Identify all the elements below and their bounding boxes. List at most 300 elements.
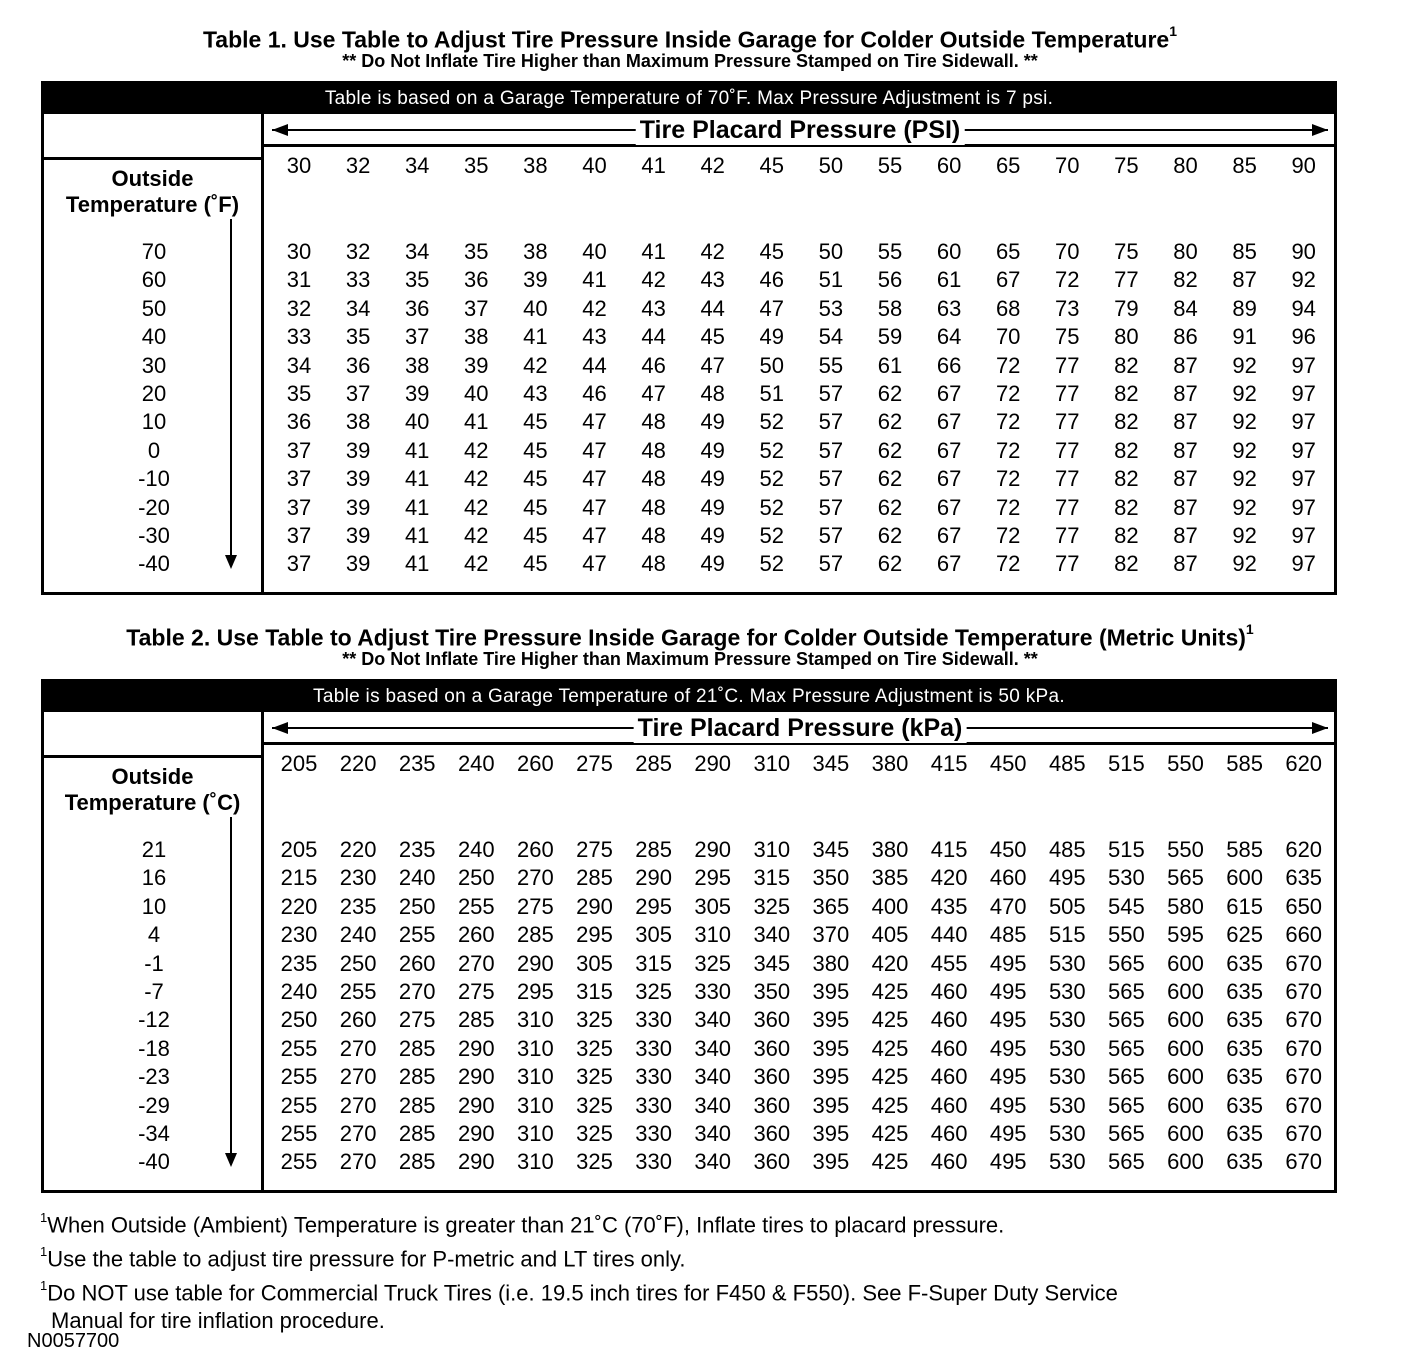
table-cell: 260 [398,950,436,976]
table-cell: 495 [989,1007,1027,1033]
row-temperature: -7 [144,979,164,1004]
table-cell: 33 [345,267,371,293]
table-cell: 34 [404,239,430,264]
table-cell: 255 [280,1092,318,1118]
table-cell: 57 [818,494,844,520]
table-cell: 620 [1285,837,1323,862]
table-cell: 415 [930,837,968,862]
table-cell: 380 [871,837,909,862]
table-cell: 47 [582,466,607,492]
table-cell: 33 [286,324,312,350]
table-cell: 460 [989,865,1027,891]
table-cell: 670 [1285,950,1323,976]
table-cell: 30 [286,239,312,264]
table-cell: 43 [582,324,607,350]
table-cell: 600 [1167,1035,1204,1061]
table-cell: 40 [464,381,489,406]
table1 [41,81,1337,595]
table-cell: 91 [1232,324,1257,350]
table-cell: 66 [936,352,962,378]
arrow-right-icon [1312,124,1328,136]
column-header: 235 [398,751,436,776]
table-cell: 290 [694,837,732,862]
table-cell: 215 [280,865,318,891]
column-header: 550 [1167,751,1204,776]
table-cell: 42 [464,523,489,548]
table-cell: 42 [700,239,725,264]
table-cell: 75 [1055,324,1080,350]
row-temperature: -30 [138,523,170,548]
table-cell: 255 [398,922,436,948]
table-cell: 55 [877,239,903,264]
table-cell: 87 [1232,267,1257,293]
table-cell: 565 [1167,865,1204,891]
table-cell: 600 [1167,1092,1204,1118]
column-header: 30 [286,153,312,178]
table-cell: 57 [818,523,844,548]
column-header: 415 [930,751,968,776]
column-header: 450 [989,751,1027,776]
table-cell: 255 [339,979,377,1004]
table-cell: 340 [694,1035,732,1061]
table-cell: 670 [1285,1092,1323,1118]
table-cell: 405 [871,922,909,948]
table-cell: 37 [286,494,312,520]
table-cell: 37 [404,324,430,350]
table-cell: 34 [345,295,371,321]
table-cell: 48 [641,466,666,492]
table-cell: 565 [1108,1121,1145,1146]
table-cell: 290 [457,1035,495,1061]
table-cell: 45 [523,494,548,520]
table-cell: 495 [989,1092,1027,1118]
table-cell: 460 [930,1007,968,1033]
table-cell: 325 [576,1035,613,1061]
table-cell: 530 [1048,950,1086,976]
table-cell: 270 [339,1035,377,1061]
table-cell: 660 [1285,922,1323,948]
footnote: $^1$When Outside (Ambient) Temperature is greater than 21˚C (70˚F), Inflate tires to placard pressure. [40,1210,1005,1238]
table-cell: 47 [759,295,785,321]
column-header: 205 [280,751,318,776]
table-cell: 45 [523,523,548,548]
table-cell: 67 [936,523,962,548]
table-cell: 600 [1167,1149,1204,1175]
table-cell: 290 [635,865,672,891]
table-cell: 87 [1173,437,1198,463]
table-cell: 370 [812,922,850,948]
table-cell: 37 [345,381,371,406]
table-cell: 41 [404,466,430,492]
table-cell: 360 [753,1064,791,1090]
table-cell: 45 [759,239,785,264]
table-cell: 295 [517,979,554,1004]
table-cell: 67 [936,409,962,435]
table-cell: 545 [1108,893,1145,919]
table-cell: 425 [871,979,909,1004]
table-cell: 290 [517,950,554,976]
table-cell: 440 [930,922,968,948]
table-cell: 530 [1048,1035,1086,1061]
table-cell: 230 [339,865,377,891]
table-cell: 56 [877,267,903,293]
table-cell: 97 [1291,523,1316,548]
table-cell: 305 [635,922,672,948]
table-cell: 330 [635,1035,672,1061]
table2-placard-label: Tire Placard Pressure (kPa) [634,713,967,743]
table-cell: 395 [812,1007,850,1033]
table1-subtitle: ** Do Not Inflate Tire Higher than Maximum Pressure Stamped on Tire Sidewall. ** [342,51,1038,71]
table-cell: 38 [345,409,371,435]
table-cell: 285 [517,922,554,948]
table-cell: 62 [877,523,903,548]
table-cell: 48 [700,381,725,406]
table-cell: 285 [398,1035,436,1061]
table-cell: 61 [936,267,962,293]
table-cell: 295 [635,893,672,919]
table-cell: 635 [1226,979,1263,1004]
row-temperature: 10 [141,893,167,919]
row-temperature: -12 [138,1007,170,1033]
table-cell: 290 [576,893,613,919]
table-cell: 530 [1048,1064,1086,1090]
table-cell: 565 [1108,950,1145,976]
table-cell: 360 [753,1149,791,1175]
row-temperature: 40 [141,324,167,350]
column-header: 50 [818,153,844,178]
row-temperature: -40 [138,551,170,577]
table-cell: 360 [753,1035,791,1061]
table-cell: 425 [871,1007,909,1033]
table-cell: 68 [995,295,1021,321]
row-temperature: -29 [138,1092,170,1118]
table-cell: 77 [1055,437,1080,463]
table-cell: 75 [1114,239,1139,264]
temp-arrow-line [230,219,232,555]
row-temperature: -18 [138,1035,170,1061]
table2 [41,679,1337,1193]
table-cell: 310 [517,1035,554,1061]
table-cell: 530 [1048,1121,1086,1146]
table-cell: 64 [936,324,962,350]
table-cell: 395 [812,1035,850,1061]
table-cell: 67 [936,494,962,520]
footnote-continuation: Manual for tire inflation procedure. [51,1308,385,1334]
table-cell: 290 [457,1092,495,1118]
table-cell: 595 [1167,922,1204,948]
table-cell: 635 [1285,865,1323,891]
table-cell: 62 [877,494,903,520]
table-cell: 97 [1291,437,1316,463]
table-cell: 49 [700,494,725,520]
table-cell: 250 [280,1007,318,1033]
table-cell: 77 [1114,267,1139,293]
table-cell: 435 [930,893,968,919]
table-cell: 51 [759,381,785,406]
table-cell: 255 [280,1149,318,1175]
table-cell: 47 [582,523,607,548]
table-cell: 97 [1291,551,1316,577]
table-cell: 36 [345,352,371,378]
table-cell: 31 [286,267,312,293]
table-cell: 220 [280,893,318,919]
table-cell: 34 [286,352,312,378]
table-cell: 47 [641,381,666,406]
table-cell: 41 [404,523,430,548]
table-cell: 495 [989,1035,1027,1061]
table-cell: 270 [339,1092,377,1118]
table-cell: 67 [995,267,1021,293]
row-temperature: -20 [138,494,170,520]
table-cell: 62 [877,466,903,492]
table-cell: 48 [641,551,666,577]
arrow-down-icon [225,1153,237,1167]
table-cell: 82 [1114,523,1139,548]
table-cell: 52 [759,523,785,548]
table-cell: 290 [457,1121,495,1146]
table-cell: 275 [457,979,495,1004]
table-cell: 48 [641,494,666,520]
table-cell: 395 [812,1149,850,1175]
column-header: 32 [345,153,371,178]
table-cell: 670 [1285,979,1323,1004]
table-cell: 600 [1167,1064,1204,1090]
table-cell: 47 [582,494,607,520]
table-cell: 550 [1108,922,1145,948]
table-cell: 455 [930,950,968,976]
table-cell: 47 [582,551,607,577]
table-cell: 62 [877,437,903,463]
table-cell: 50 [759,352,785,378]
table-cell: 51 [818,267,844,293]
table-cell: 285 [576,865,613,891]
table-cell: 92 [1232,409,1257,435]
table-cell: 600 [1226,865,1263,891]
table-cell: 325 [576,1121,613,1146]
table-cell: 44 [641,324,666,350]
table-cell: 515 [1048,922,1086,948]
table-cell: 43 [641,295,666,321]
table-cell: 70 [1055,239,1080,264]
table-cell: 395 [812,1064,850,1090]
table-cell: 425 [871,1064,909,1090]
column-header: 260 [517,751,554,776]
table-cell: 87 [1173,551,1198,577]
table-cell: 330 [635,1149,672,1175]
table-cell: 495 [989,1064,1027,1090]
table1-divider-left [44,157,264,160]
table-cell: 57 [818,551,844,577]
table-cell: 87 [1173,466,1198,492]
table-cell: 485 [989,922,1027,948]
table-cell: 340 [694,1092,732,1118]
table-cell: 315 [576,979,613,1004]
table-cell: 635 [1226,1035,1263,1061]
table-cell: 325 [576,1149,613,1175]
table-cell: 635 [1226,950,1263,976]
table-cell: 495 [989,1121,1027,1146]
table-cell: 87 [1173,352,1198,378]
table-cell: 80 [1173,239,1198,264]
table-cell: 325 [576,1064,613,1090]
table-cell: 285 [398,1064,436,1090]
table-cell: 425 [871,1149,909,1175]
row-temperature: -40 [138,1149,170,1175]
table-cell: 84 [1173,295,1198,321]
table-cell: 270 [339,1149,377,1175]
table-cell: 495 [1048,865,1086,891]
table-cell: 77 [1055,523,1080,548]
table-cell: 72 [1055,267,1080,293]
column-header: 41 [641,153,666,178]
table-cell: 38 [464,324,489,350]
table-cell: 36 [404,295,430,321]
table-cell: 41 [464,409,489,435]
table-cell: 77 [1055,466,1080,492]
table-cell: 85 [1232,239,1257,264]
arrow-down-icon [225,555,237,569]
table-cell: 42 [464,494,489,520]
table-cell: 35 [345,324,371,350]
column-header: 34 [404,153,430,178]
table-cell: 49 [700,409,725,435]
table-cell: 38 [404,352,430,378]
table-cell: 345 [812,837,850,862]
row-temperature: 0 [147,437,161,463]
table-cell: 59 [877,324,903,350]
table-cell: 42 [464,437,489,463]
table-cell: 53 [818,295,844,321]
table1-banner: Table is based on a Garage Temperature of 70˚F. Max Pressure Adjustment is 7 psi. [44,84,1334,114]
table-cell: 49 [700,523,725,548]
table-cell: 92 [1232,437,1257,463]
table2-divider-left [44,755,264,758]
table-cell: 35 [286,381,312,406]
table-cell: 65 [995,239,1021,264]
table-cell: 48 [641,437,666,463]
table-cell: 49 [700,466,725,492]
table-cell: 260 [457,922,495,948]
table-cell: 240 [339,922,377,948]
table-cell: 82 [1173,267,1198,293]
table-cell: 530 [1048,1149,1086,1175]
column-header: 85 [1232,153,1257,178]
table-cell: 52 [759,409,785,435]
table-cell: 70 [995,324,1021,350]
table-cell: 310 [694,922,732,948]
table-cell: 97 [1291,466,1316,492]
table-cell: 285 [398,1121,436,1146]
table-cell: 37 [464,295,489,321]
table-cell: 670 [1285,1149,1323,1175]
row-temperature: 20 [141,381,167,406]
table-cell: 325 [694,950,732,976]
table-cell: 270 [517,865,554,891]
table-cell: 72 [995,437,1021,463]
table-cell: 550 [1167,837,1204,862]
table-cell: 615 [1226,893,1263,919]
table-cell: 460 [930,1121,968,1146]
table-cell: 290 [457,1149,495,1175]
table-cell: 325 [635,979,672,1004]
figure-id: N0057700 [27,1330,120,1352]
table-cell: 350 [812,865,850,891]
table-cell: 92 [1232,352,1257,378]
row-temperature: 70 [141,239,167,264]
table-cell: 255 [280,1121,318,1146]
table-cell: 515 [1108,837,1145,862]
table-cell: 45 [523,466,548,492]
table-cell: 330 [635,1121,672,1146]
table-cell: 82 [1114,352,1139,378]
table-cell: 420 [871,950,909,976]
table-cell: 67 [936,466,962,492]
table-cell: 72 [995,352,1021,378]
column-header: 345 [812,751,850,776]
column-header: 310 [753,751,791,776]
table-cell: 255 [280,1064,318,1090]
table-cell: 505 [1048,893,1086,919]
row-temperature: 10 [141,409,167,435]
table-cell: 82 [1114,381,1139,406]
column-header: 42 [700,153,725,178]
table-cell: 670 [1285,1007,1323,1033]
table-cell: 36 [286,409,312,435]
table-cell: 42 [523,352,548,378]
table-cell: 87 [1173,381,1198,406]
footnotes [40,1206,1118,1336]
table-cell: 36 [464,267,489,293]
table-cell: 38 [523,239,548,264]
row-temperature: 30 [141,352,167,378]
table-cell: 45 [523,409,548,435]
column-header: 40 [582,153,607,178]
table-cell: 39 [345,437,371,463]
row-temperature: 21 [141,837,167,862]
row-temperature: -1 [144,950,164,976]
table-cell: 92 [1232,494,1257,520]
table-cell: 330 [635,1007,672,1033]
table-cell: 61 [877,352,903,378]
table-cell: 55 [818,352,844,378]
column-header: 70 [1055,153,1080,178]
table-cell: 395 [812,1092,850,1118]
table-cell: 360 [753,1121,791,1146]
table-cell: 35 [404,267,430,293]
table-cell: 62 [877,381,903,406]
table-cell: 42 [582,295,607,321]
table-cell: 240 [398,865,436,891]
column-header: 275 [576,751,613,776]
table-cell: 42 [464,551,489,577]
table-cell: 82 [1114,494,1139,520]
table-cell: 565 [1108,1035,1145,1061]
column-header: 35 [464,153,489,178]
table-cell: 57 [818,381,844,406]
table-cell: 87 [1173,409,1198,435]
table-cell: 39 [345,466,371,492]
table-cell: 92 [1291,267,1316,293]
column-header: 290 [694,751,732,776]
table-cell: 49 [700,551,725,577]
table-cell: 275 [517,893,554,919]
table-cell: 460 [930,979,968,1004]
table-cell: 40 [582,239,607,264]
table-cell: 52 [759,494,785,520]
table-cell: 255 [280,1035,318,1061]
table-cell: 41 [404,437,430,463]
table-cell: 330 [635,1064,672,1090]
